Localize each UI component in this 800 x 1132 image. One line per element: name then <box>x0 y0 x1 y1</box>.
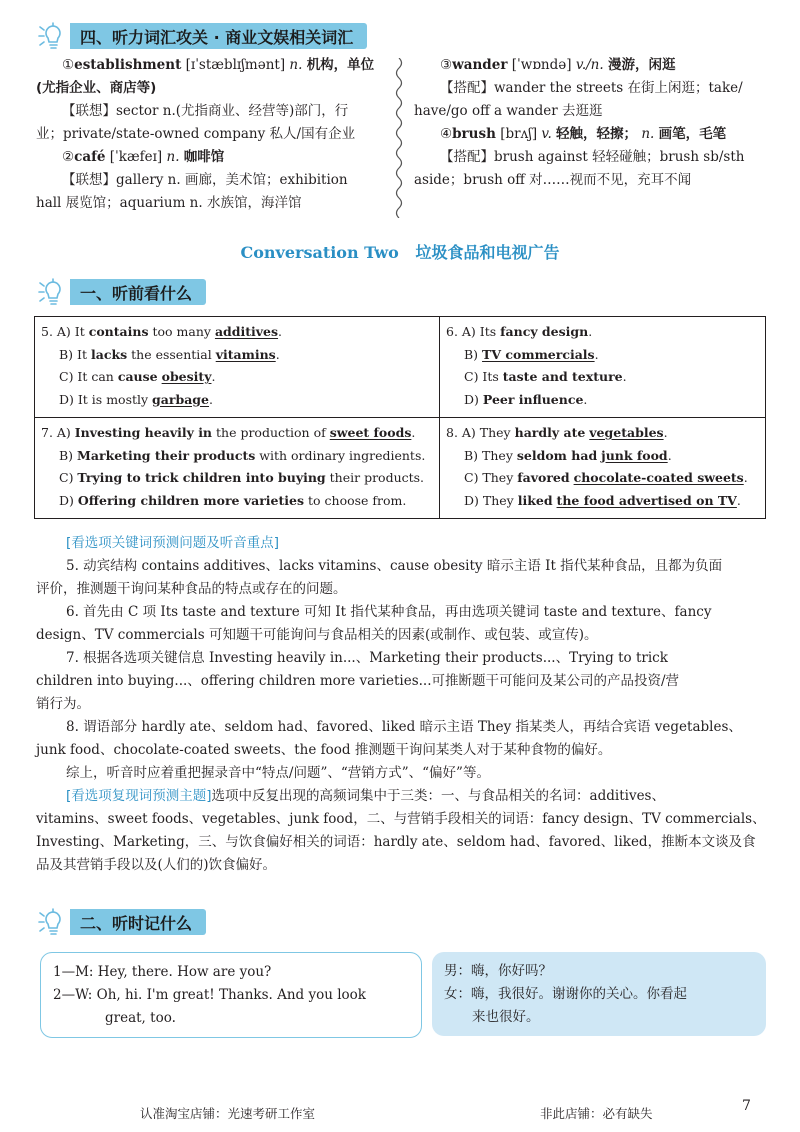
vocab-collocation: have/go off a wander 去逛逛 <box>414 103 603 119</box>
section-header-vocab <box>36 22 367 50</box>
page-number: 7 <box>742 1098 751 1114</box>
vocab-entry-cafe: ②café [ˈkæfeɪ] n. 咖啡馆 <box>62 149 225 165</box>
dialog-translation: 女：嗨，我很好。谢谢你的关心。你看起 <box>444 986 687 1002</box>
dialog-translation: 来也很好。 <box>472 1009 540 1025</box>
options-table <box>34 316 766 519</box>
wavy-divider <box>392 58 406 218</box>
vocab-entry-brush: ④brush [brʌʃ] v. 轻触，轻擦； n. 画笔，毛笔 <box>440 126 727 142</box>
question-7: 7. A) Investing heavily in the production of sweet foods. B) Marketing their products with ordinary ingredients. C) Trying to trick children into buying their products. D) Offering children more varieties to choose from. <box>35 418 440 519</box>
section-title: 四、听力词汇攻关 · 商业文娱相关词汇 <box>70 23 367 49</box>
vocab-right-column <box>414 54 774 192</box>
analysis-block: [看选项关键词预测问题及听音重点] 5. 动宾结构 contains additives、lacks vitamins、cause obesity 暗示主语 It 指代某种食品，且都为负面 评价，推测题干询问某种食品的特点或存在的问题。 6. 首先由 C 项 Its taste and texture 可知 It 指代某种食品，再由选项关键词 taste and texture、fancy design、TV commercials 可知题干可能询问与食品相关的因素(或制作、或包装、或宣传)。 7. 根据各选项关键信息 Investing heavily in...、Marketing their products...、Trying to trick children into buying...、offering children more varieties...可推断题干可能问及某公司的产品投资/营 销行为。 8. 谓语部分 hardly ate、seldom had、favored、liked 暗示主语 They 指某类人，再结合宾语 vegetables、 junk food、chocolate-coated sweets、the food 推测题干询问某类人对于某种食物的偏好。 综上，听音时应着重把握录音中“特点/问题”、“营销方式”、“偏好”等。 [看选项复现词预测主题]选项中反复出现的高频词集中于三类：一、与食品相关的名词：additives、 vitamins、sweet foods、vegetables、junk food，二、与营销手段相关的词语：fancy design、TV commercials、 Investing、Marketing，三、与饮食偏好相关的词语：hardly ate、seldom had、favored、liked，推断本文谈及食 品及其营销手段以及(人们的)饮食偏好。 <box>36 532 768 877</box>
question-6: 6. A) Its fancy design. B) TV commercials. C) Its taste and texture. D) Peer influence. <box>440 317 766 418</box>
vocab-entry-establishment: ①establishment [ɪˈstæblɪʃmənt] n. 机构，单位 <box>62 57 375 73</box>
vocab-association: 【联想】gallery n. 画廊，美术馆；exhibition <box>62 172 348 188</box>
dialog-chinese-panel <box>432 952 766 1036</box>
dialog-line: 2—W: Oh, hi. I'm great! Thanks. And you look <box>53 987 366 1003</box>
question-5: 5. A) It contains too many additives. B) It lacks the essential vitamins. C) It can cause obesity. D) It is mostly garbage. <box>35 317 440 418</box>
tip-label: [看选项复现词预测主题] <box>66 788 212 804</box>
dialog-line: 1—M: Hey, there. How are you? <box>53 964 272 980</box>
dialog-line: great, too. <box>105 1010 176 1026</box>
footer-left: 认准淘宝店铺：光速考研工作室 <box>140 1106 316 1121</box>
dialog-translation: 男：嗨，你好吗？ <box>444 963 552 979</box>
section-header-before-listening <box>36 278 206 306</box>
vocab-collocation: aside；brush off 对……视而不见，充耳不闻 <box>414 172 692 188</box>
vocab-note: (尤指企业、商店等) <box>36 80 157 96</box>
vocab-association: 业；private/state-owned company 私人/国有企业 <box>36 126 356 142</box>
vocab-association: 【联想】sector n.(尤指商业、经营等)部门，行 <box>62 103 349 119</box>
conversation-title: Conversation Two 垃圾食品和电视广告 <box>240 243 560 262</box>
lightbulb-icon <box>36 907 70 937</box>
question-8: 8. A) They hardly ate vegetables. B) They seldom had junk food. C) They favored chocolate-coated sweets. D) They liked the food advertised on TV. <box>440 418 766 519</box>
vocab-entry-wander: ③wander [ˈwɒndə] v./n. 漫游，闲逛 <box>440 57 676 73</box>
vocab-collocation: 【搭配】wander the streets 在街上闲逛；take/ <box>440 80 743 96</box>
lightbulb-icon <box>36 277 70 307</box>
vocab-association: hall 展览馆；aquarium n. 水族馆，海洋馆 <box>36 195 302 211</box>
section-title: 一、听前看什么 <box>70 279 206 305</box>
dialog-english-panel <box>40 952 422 1038</box>
lightbulb-icon <box>36 21 70 51</box>
vocab-collocation: 【搭配】brush against 轻轻碰触；brush sb/sth <box>440 149 745 165</box>
section-header-while-listening <box>36 908 206 936</box>
vocab-left-column <box>36 54 386 215</box>
section-title: 二、听时记什么 <box>70 909 206 935</box>
footer-right: 非此店铺：必有缺失 <box>540 1106 653 1121</box>
tip-label: [看选项关键词预测问题及听音重点] <box>66 535 280 551</box>
